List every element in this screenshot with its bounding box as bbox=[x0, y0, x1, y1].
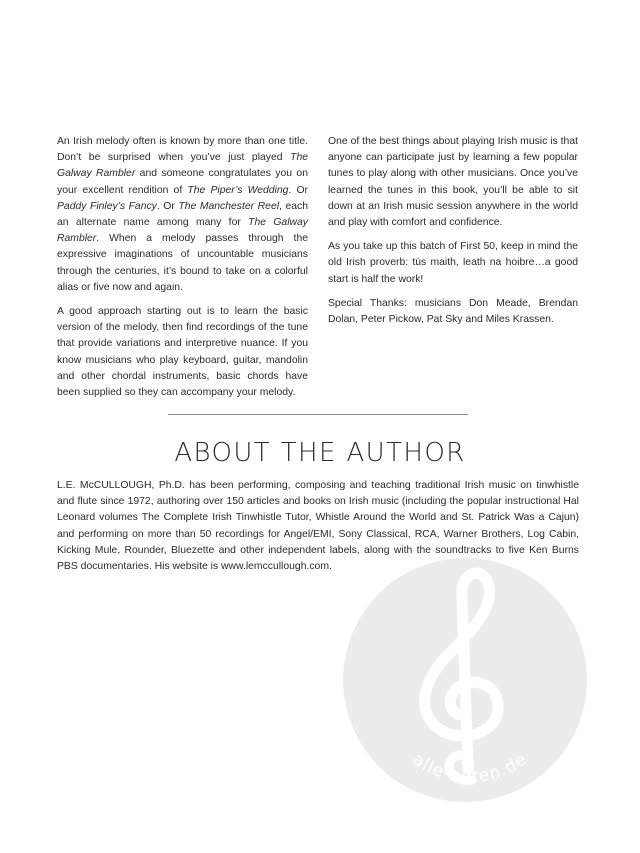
text-run: . Or bbox=[156, 200, 179, 212]
tune-title: Paddy Finley’s Fancy bbox=[57, 200, 157, 212]
tune-title: The Piper’s Wedding bbox=[187, 184, 289, 196]
text-run: . When a melody passes through the expressive imaginations of uncountable musicians through the centuries, it’s bound to take on a colorful alias or five now and again. bbox=[57, 233, 308, 293]
special-thanks-paragraph: Special Thanks: musicians Don Meade, Brendan Dolan, Peter Pickow, Pat Sky and Miles Krassen. bbox=[328, 297, 578, 326]
tune-title: The Galway Rambler bbox=[57, 152, 308, 180]
melody-titles-paragraph bbox=[57, 134, 308, 296]
text-run: An Irish melody often is known by more than one title. Don’t be surprised when you’ve just played bbox=[57, 136, 308, 164]
left-column bbox=[57, 134, 308, 409]
author-bio: L.E. McCULLOUGH, Ph.D. has been performing, composing and teaching traditional Irish music on tinwhistle and flute since 1972, authoring over 150 articles and books on Irish music (including the popular instructional Hal Leonard volumes The Complete Irish Tinwhistle Tutor, Whistle Around the World and St. Patrick Was a Cajun) and performing on more than 50 recordings for Angel/EMI, Sony Classical, RCA, Warner Brothers, Log Cabin, Kicking Mule, Rounder, Bluezette and other independent labels, along with the soundtracks to five Ken Burns PBS documentaries. His website is www.lemccullough.com. bbox=[57, 480, 579, 573]
approach-paragraph: A good approach starting out is to learn the basic version of the melody, then find recordings of the tune that provide variations and interpretive nuance. If you know musicians who play keyboard, guitar, mandolin and other chordal instruments, basic chords have been supplied so they can accompany your melody. bbox=[57, 306, 308, 399]
tune-title: The Galway Rambler bbox=[57, 217, 308, 245]
participation-paragraph: One of the best things about playing Irish music is that anyone can participate just by learning a few popular tunes to play along with other musicians. Once you’ve learned the tunes in this book, you’ll be able to sit down at an Irish music session anywhere in the world and play with comfort and confidence. bbox=[328, 136, 578, 229]
about-author-heading: ABOUT THE AUTHOR bbox=[174, 438, 466, 468]
right-column bbox=[328, 134, 578, 336]
watermark-text: alle-noten.de bbox=[408, 749, 532, 787]
tune-title: The Manchester Reel bbox=[178, 200, 280, 212]
text-run: . Or bbox=[288, 184, 308, 196]
proverb-paragraph: As you take up this batch of First 50, keep in mind the old Irish proverb: tús maith, leath na hoibre…a good start is half the work! bbox=[328, 241, 578, 285]
section-divider bbox=[168, 414, 468, 415]
watermark-treble-clef-icon bbox=[340, 555, 590, 805]
text-run: , each an alternate name among many for bbox=[57, 200, 308, 229]
text-run: and someone congratulates you on your excellent rendition of bbox=[57, 168, 308, 196]
